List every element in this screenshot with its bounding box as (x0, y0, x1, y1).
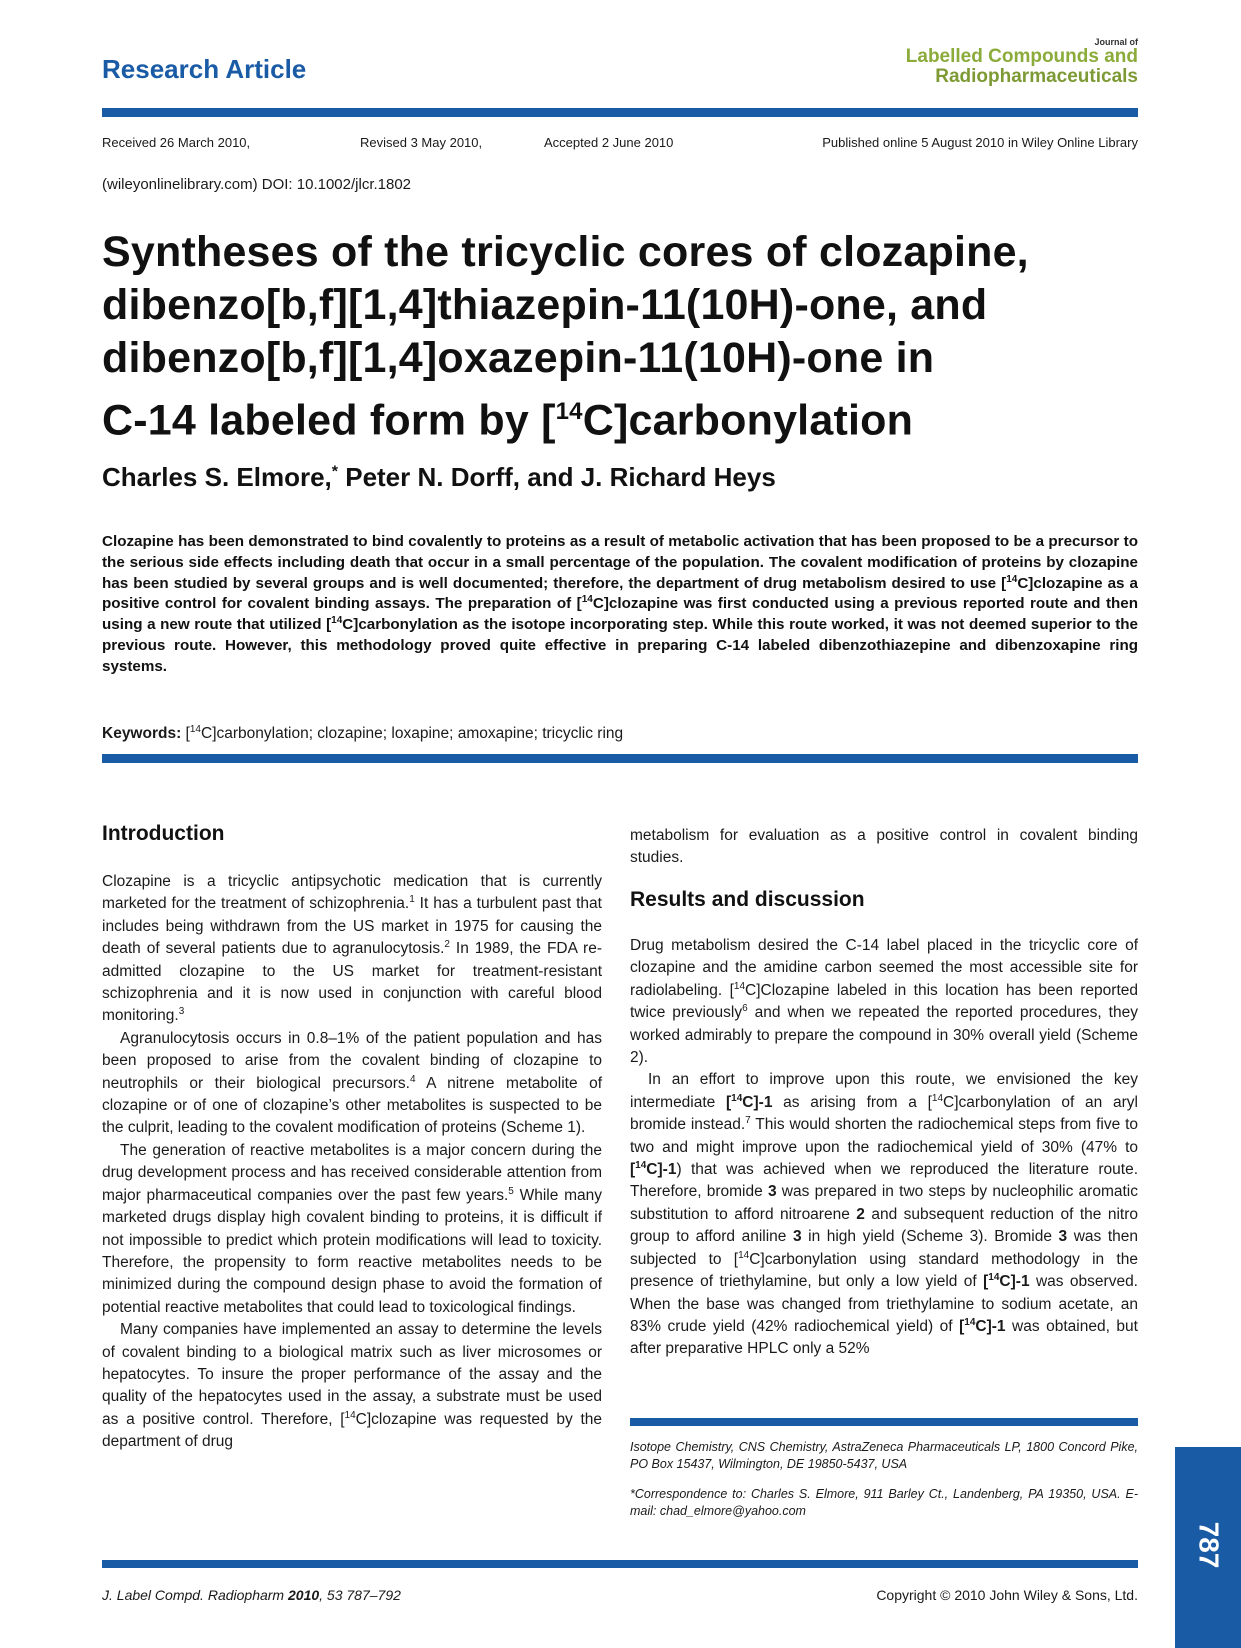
page-number: 787 (1193, 1521, 1224, 1569)
results-heading: Results and discussion (630, 888, 865, 911)
section-label: Research Article (102, 54, 307, 84)
results-paragraph-2: In an effort to improve upon this route, we envisioned the key intermediate [$^{14}$C]-1 as arising from a [$^{14}$C]carbonylation of an aryl bromide instead.$^7$ This would shorten the radiochemical steps from five to two and might improve upon the radiochemical yield of 30% (47% to [$^{14}$C]-1) that was achieved when we reproduced the literature route. Therefore, bromide 3 was prepared in two steps by nucleophilic aromatic substitution to afford nitroarene 2 and subsequent reduction of the nitro group to afford aniline 3 in high yield (Scheme 3). Bromide 3 was then subjected to [$^{14}$C]carbonylation using standard methodology in the presence of triethylamine, but only a low yield of [$^{14}$C]-1 was observed. When the base was changed from triethylamine to sodium acetate, an 83% crude yield (42% radiochemical yield) of [$^{14}$C]-1 was obtained, but after preparative HPLC only a 52% (630, 1071, 1138, 1358)
keywords: Keywords: [$^{14}$C]carbonylation; clozapine; loxapine; amoxapine; tricyclic ring (102, 724, 624, 743)
author-1: Charles S. Elmore, (102, 462, 332, 492)
journal-logo-line2: Radiopharmaceuticals (935, 66, 1138, 88)
affiliation-rule (630, 1418, 1138, 1426)
abstract: Clozapine has been demonstrated to bind covalently to proteins as a result of metabolic activation that has been proposed to be a precursor to the serious side effects including death that occur in a small percentage of the population. The covalent modification of proteins by clozapine has been studied by several groups and is well documented; therefore, the department of drug metabolism desired to use [$^{14}$C]clozapine as a positive control for covalent binding assays. The preparation of [$^{14}$C]clozapine was first conducted using a previous reported route and then using a new route that utilized [$^{14}$C]carbonylation as the isotope incorporating step. While this route worked, it was not deemed superior to the previous route. However, this methodology proved quite effective in preparing C-14 labeled dibenzothiazepine and dibenzoxapine ring systems. (102, 533, 1139, 675)
author-mark: * (331, 463, 338, 481)
footer-rule (102, 1560, 1138, 1568)
intro-paragraph-1: Clozapine is a tricyclic antipsychotic medication that is currently marketed for the treatment of schizophrenia.$^1$ It has a turbulent past that includes being withdrawn from the US market in 1975 for causing the death of several patients due to agranulocytosis.$^2$ In 1989, the FDA re-admitted clozapine to the US market for treatment-resistant schizophrenia and it is now used in conjunction with careful blood monitoring.$^3$ (102, 873, 602, 1025)
header-rule (102, 108, 1138, 117)
abstract-rule (102, 754, 1138, 763)
intro-paragraph-4: Many companies have implemented an assay to determine the levels of covalent binding to a biological matrix such as liver microsomes or hepatocytes. To insure the proper performance of the assay and the quality of the hepatocytes used in the assay, a substrate must be used as a positive control. Therefore, [$^{14}$C]clozapine was requested by the department of drug (102, 1321, 602, 1451)
correspondence: *Correspondence to: Charles S. Elmore, 911 Barley Ct., Landenberg, PA 19350, USA. E-mail: chad_elmore@yahoo.com (630, 1487, 1138, 1518)
intro-heading: Introduction (102, 822, 225, 845)
authors (102, 462, 776, 493)
intro-paragraph-3: The generation of reactive metabolites is a major concern during the drug development process and has received considerable attention from major pharmaceutical companies over the past few years.$^5$ While many marketed drugs display high covalent binding to proteins, it is difficult if not impossible to predict which protein modifications will lead to toxicity. Therefore, the propensity to form reactive metabolites needs to be minimized during the compound design phase to avoid the formation of potential reactive metabolites that could lead to toxicological findings. (102, 1141, 602, 1316)
journal-logo (906, 38, 1138, 87)
date-received: Received 26 March 2010, (102, 135, 251, 150)
intro-body (102, 871, 602, 1454)
keywords-label: Keywords: (102, 725, 182, 743)
results-paragraph-1: Drug metabolism desired the C-14 label placed in the tricyclic core of clozapine and the amidine carbon seemed the most accessible site for radiolabeling. [$^{14}$C]Clozapine labeled in this location has been reported twice previously$^6$ and when we repeated the reported procedures, they worked admirably to prepare the compound in 30% overall yield (Scheme 2). (630, 937, 1138, 1067)
title-line-1: Syntheses of the tricyclic cores of clozapine, (102, 228, 1029, 276)
affiliation: Isotope Chemistry, CNS Chemistry, AstraZeneca Pharmaceuticals LP, 1800 Concord Pike, PO Box 15437, Wilmington, DE 19850-5437, USA (630, 1440, 1138, 1471)
footer-citation: J. Label Compd. Radiopharm 2010, 53 787–792 (102, 1587, 401, 1603)
title-line-4: C-14 labeled form by [$^{14}$C]carbonylation (102, 396, 914, 445)
title-line-3: dibenzo[b,f][1,4]oxazepin-11(10H)-one in (102, 334, 935, 382)
date-accepted: Accepted 2 June 2010 (544, 135, 674, 150)
results-body (630, 935, 1138, 1361)
title-line-2: dibenzo[b,f][1,4]thiazepin-11(10H)-one, and (102, 281, 988, 329)
footer-copyright: Copyright © 2010 John Wiley & Sons, Ltd. (876, 1587, 1138, 1603)
date-revised: Revised 3 May 2010, (360, 135, 483, 150)
intro-paragraph-2: Agranulocytosis occurs in 0.8–1% of the patient population and has been proposed to arise from the covalent binding of clozapine to neutrophils or their biological precursors.$^4$ A nitrene metabolite of clozapine or of one of clozapine’s other metabolites is suspected to be the culprit, leading to the covalent modification of proteins (Scheme 1). (102, 1029, 603, 1137)
journal-logo-small: Journal of (1094, 37, 1138, 47)
journal-logo-line1: Labelled Compounds and (905, 46, 1138, 68)
other-authors: Peter N. Dorff, and J. Richard Heys (338, 462, 776, 492)
article-title (102, 226, 1142, 447)
intro-continued: metabolism for evaluation as a positive control in covalent binding studies. (630, 827, 1138, 867)
date-published: Published online 5 August 2010 in Wiley Online Library (822, 135, 1138, 150)
doi: (wileyonlinelibrary.com) DOI: 10.1002/jlcr.1802 (102, 176, 412, 193)
